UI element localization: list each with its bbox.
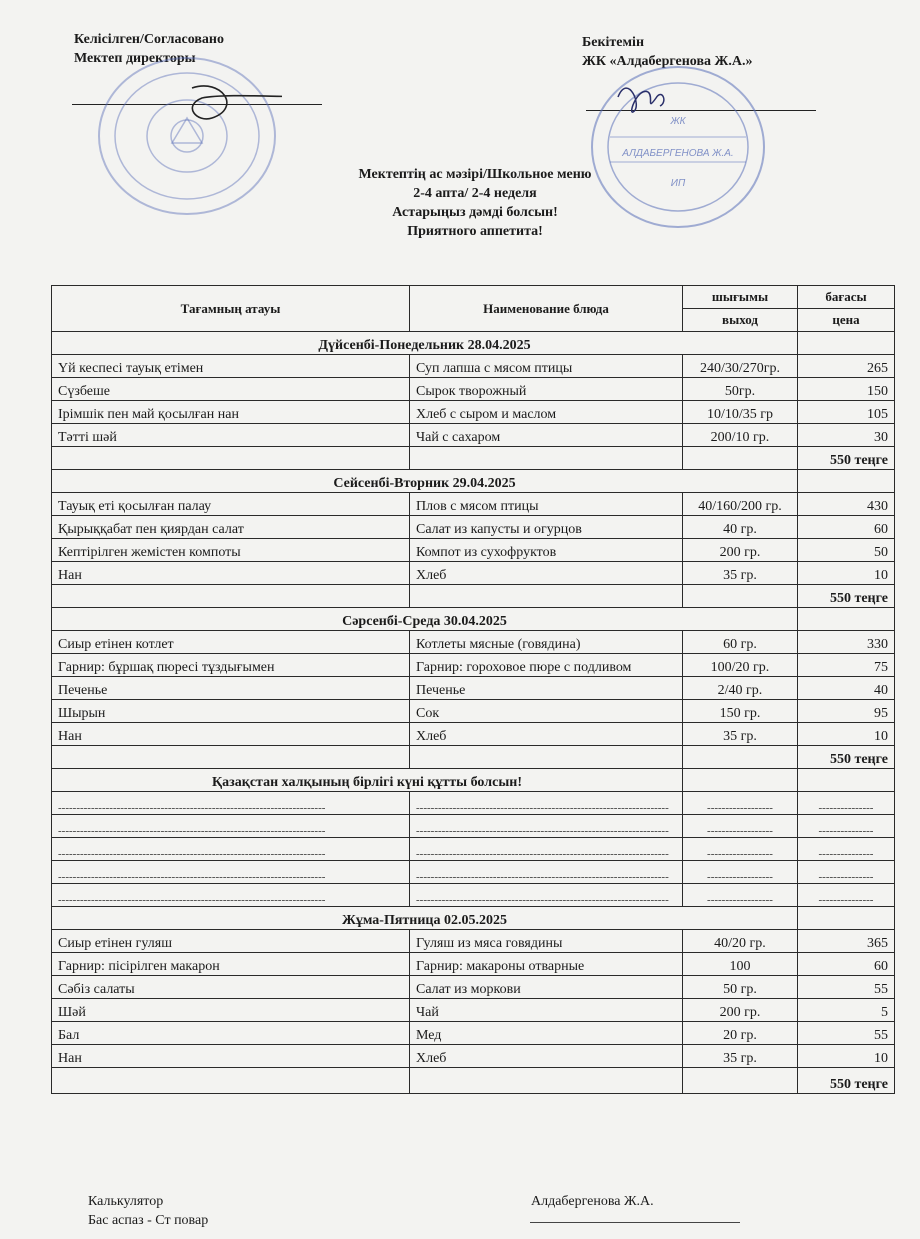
dish-kz: Сүзбеше	[52, 378, 410, 401]
day-header-monday	[52, 332, 895, 355]
dish-price: 40	[798, 677, 895, 700]
dish-output: 50гр.	[683, 378, 798, 401]
day-header-wednesday	[52, 608, 895, 631]
dash-cell: ---------------	[798, 838, 895, 861]
dash-cell: ---------------------------------------------------------------------	[410, 884, 683, 907]
table-row	[52, 401, 895, 424]
dash-cell: ---------------	[798, 884, 895, 907]
stamp-text-3: ИП	[670, 178, 686, 189]
table-row	[52, 930, 895, 953]
table-row	[52, 999, 895, 1022]
dish-ru: Хлеб	[410, 1045, 683, 1068]
dish-output: 100	[683, 953, 798, 976]
footer-left	[88, 1192, 208, 1230]
footer-chef: Бас аспаз - Ст повар	[88, 1213, 209, 1228]
dish-output: 150 гр.	[683, 700, 798, 723]
dish-kz: Печенье	[52, 677, 410, 700]
dash-cell: -------------------------------------------------------------------------	[52, 884, 410, 907]
table-row	[52, 493, 895, 516]
day-title: Сейсенбі-Вторник 29.04.2025	[52, 470, 798, 493]
dish-ru: Хлеб	[410, 562, 683, 585]
dash-cell: -------------------------------------------------------------------------	[52, 861, 410, 884]
dish-ru: Чай	[410, 999, 683, 1022]
footer-signature-line	[530, 1222, 740, 1223]
dish-price: 10	[798, 723, 895, 746]
dash-cell: -------------------------------------------------------------------------	[52, 815, 410, 838]
day-total: 550 теңге	[798, 447, 895, 470]
menu-table	[51, 285, 895, 1094]
table-row	[52, 654, 895, 677]
header-output-ru: выход	[683, 309, 798, 332]
dish-price: 430	[798, 493, 895, 516]
dish-price: 60	[798, 516, 895, 539]
header-dish-ru: Наименование блюда	[410, 286, 683, 332]
dash-cell: ---------------------------------------------------------------------	[410, 861, 683, 884]
dish-output: 35 гр.	[683, 562, 798, 585]
dish-kz: Гарнир: бұршақ пюресі тұздығымен	[52, 654, 410, 677]
dish-price: 365	[798, 930, 895, 953]
table-row	[52, 378, 895, 401]
holiday-dash-row	[52, 792, 895, 815]
school-stamp-seal	[92, 48, 282, 218]
approval-right-line2: ЖК «Алдабергенова Ж.А.»	[582, 54, 753, 69]
dish-output: 200/10 гр.	[683, 424, 798, 447]
dish-kz: Гарнир: пісірілген макарон	[52, 953, 410, 976]
dish-kz: Нан	[52, 1045, 410, 1068]
dish-price: 265	[798, 355, 895, 378]
dash-cell: ---------------------------------------------------------------------	[410, 815, 683, 838]
table-row	[52, 700, 895, 723]
table-row	[52, 723, 895, 746]
dish-price: 75	[798, 654, 895, 677]
table-row	[52, 953, 895, 976]
holiday-dash-row	[52, 861, 895, 884]
dish-price: 60	[798, 953, 895, 976]
dish-price: 150	[798, 378, 895, 401]
dish-ru: Чай с сахаром	[410, 424, 683, 447]
dish-kz: Үй кеспесі тауық етімен	[52, 355, 410, 378]
dash-cell: ---------------------------------------------------------------------	[410, 838, 683, 861]
total-row	[52, 447, 895, 470]
dish-price: 50	[798, 539, 895, 562]
table-row	[52, 424, 895, 447]
header-price-ru: цена	[798, 309, 895, 332]
total-row	[52, 585, 895, 608]
dish-kz: Сәбіз салаты	[52, 976, 410, 999]
dish-output: 200 гр.	[683, 539, 798, 562]
dish-output: 35 гр.	[683, 1045, 798, 1068]
dash-cell: ------------------	[683, 861, 798, 884]
dish-kz: Шырын	[52, 700, 410, 723]
dish-ru: Салат из капусты и огурцов	[410, 516, 683, 539]
approval-left-line2: Мектеп директоры	[74, 51, 196, 66]
stamp-text-1: ЖК	[670, 116, 686, 127]
dish-ru: Салат из моркови	[410, 976, 683, 999]
header-output-kz: шығымы	[683, 286, 798, 309]
day-title: Дүйсенбі-Понедельник 28.04.2025	[52, 332, 798, 355]
day-title: Жұма-Пятница 02.05.2025	[52, 907, 798, 930]
dish-kz: Бал	[52, 1022, 410, 1045]
dish-ru: Хлеб	[410, 723, 683, 746]
dash-cell: -------------------------------------------------------------------------	[52, 792, 410, 815]
day-title: Сәрсенбі-Среда 30.04.2025	[52, 608, 798, 631]
holiday-header	[52, 769, 895, 792]
dish-ru: Гарнир: макароны отварные	[410, 953, 683, 976]
dish-price: 55	[798, 976, 895, 999]
dash-cell: ---------------	[798, 861, 895, 884]
dish-ru: Суп лапша с мясом птицы	[410, 355, 683, 378]
dish-price: 55	[798, 1022, 895, 1045]
dish-kz: Сиыр етінен котлет	[52, 631, 410, 654]
dish-output: 200 гр.	[683, 999, 798, 1022]
dish-output: 50 гр.	[683, 976, 798, 999]
dish-output: 40/20 гр.	[683, 930, 798, 953]
header-price-kz: бағасы	[798, 286, 895, 309]
dish-kz: Нан	[52, 562, 410, 585]
header-dish-kz: Тағамның атауы	[52, 286, 410, 332]
table-header-row	[52, 286, 895, 309]
dish-ru: Печенье	[410, 677, 683, 700]
table-row	[52, 631, 895, 654]
day-total: 550 теңге	[798, 1068, 895, 1094]
dish-kz: Шәй	[52, 999, 410, 1022]
table-row	[52, 976, 895, 999]
holiday-dash-row	[52, 884, 895, 907]
dish-ru: Гуляш из мяса говядины	[410, 930, 683, 953]
dish-price: 10	[798, 1045, 895, 1068]
dish-kz: Ірімшік пен май қосылған нан	[52, 401, 410, 424]
dish-kz: Қырыққабат пен қиярдан салат	[52, 516, 410, 539]
title-line1: Мектептің ас мәзірі/Школьное меню	[358, 167, 592, 182]
dash-cell: ------------------	[683, 838, 798, 861]
title-line4: Приятного аппетита!	[407, 224, 543, 239]
title-line3: Астарыңыз дәмді болсын!	[392, 205, 558, 220]
dish-ru: Котлеты мясные (говядина)	[410, 631, 683, 654]
dish-price: 95	[798, 700, 895, 723]
stamp-text-2: АЛДАБЕРГЕНОВА Ж.А.	[622, 148, 734, 159]
dish-output: 240/30/270гр.	[683, 355, 798, 378]
dish-output: 100/20 гр.	[683, 654, 798, 677]
holiday-dash-row	[52, 815, 895, 838]
dash-cell: ------------------	[683, 884, 798, 907]
dish-kz: Нан	[52, 723, 410, 746]
dish-price: 330	[798, 631, 895, 654]
day-header-friday	[52, 907, 895, 930]
dish-kz: Тауық еті қосылған палау	[52, 493, 410, 516]
approval-right-line1: Бекітемін	[582, 35, 645, 50]
dish-output: 20 гр.	[683, 1022, 798, 1045]
table-row	[52, 1022, 895, 1045]
table-row	[52, 516, 895, 539]
dash-cell: ---------------------------------------------------------------------	[410, 792, 683, 815]
dash-cell: ---------------	[798, 792, 895, 815]
footer-signatory: Алдабергенова Ж.А.	[531, 1194, 654, 1209]
dish-ru: Плов с мясом птицы	[410, 493, 683, 516]
footer-calculator: Калькулятор	[88, 1194, 164, 1209]
day-total: 550 теңге	[798, 746, 895, 769]
table-row	[52, 539, 895, 562]
dish-ru: Хлеб с сыром и маслом	[410, 401, 683, 424]
table-row	[52, 355, 895, 378]
menu-title	[300, 165, 650, 241]
dish-output: 40 гр.	[683, 516, 798, 539]
dish-price: 30	[798, 424, 895, 447]
dash-cell: ------------------	[683, 792, 798, 815]
dish-price: 105	[798, 401, 895, 424]
holiday-title: Қазақстан халқының бірлігі күні құтты болсын!	[52, 769, 683, 792]
dish-ru: Сок	[410, 700, 683, 723]
dish-ru: Компот из сухофруктов	[410, 539, 683, 562]
dish-ru: Гарнир: гороховое пюре с подливом	[410, 654, 683, 677]
dish-kz: Сиыр етінен гуляш	[52, 930, 410, 953]
dish-price: 10	[798, 562, 895, 585]
dish-output: 60 гр.	[683, 631, 798, 654]
table-row	[52, 562, 895, 585]
dish-output: 2/40 гр.	[683, 677, 798, 700]
dish-output: 40/160/200 гр.	[683, 493, 798, 516]
dish-ru: Мед	[410, 1022, 683, 1045]
table-row	[52, 1045, 895, 1068]
dish-price: 5	[798, 999, 895, 1022]
day-header-tuesday	[52, 470, 895, 493]
holiday-dash-row	[52, 838, 895, 861]
dish-kz: Тәтті шәй	[52, 424, 410, 447]
footer-right	[531, 1192, 654, 1211]
dash-cell: -------------------------------------------------------------------------	[52, 838, 410, 861]
dish-output: 10/10/35 гр	[683, 401, 798, 424]
dash-cell: ------------------	[683, 815, 798, 838]
total-row	[52, 1068, 895, 1094]
table-row	[52, 677, 895, 700]
day-total: 550 теңге	[798, 585, 895, 608]
title-line2: 2-4 апта/ 2-4 неделя	[413, 186, 537, 201]
dish-output: 35 гр.	[683, 723, 798, 746]
dish-kz: Кептірілген жемістен компоты	[52, 539, 410, 562]
approval-left-line1: Келісілген/Согласовано	[74, 32, 224, 47]
total-row	[52, 746, 895, 769]
dish-ru: Сырок творожный	[410, 378, 683, 401]
dash-cell: ---------------	[798, 815, 895, 838]
